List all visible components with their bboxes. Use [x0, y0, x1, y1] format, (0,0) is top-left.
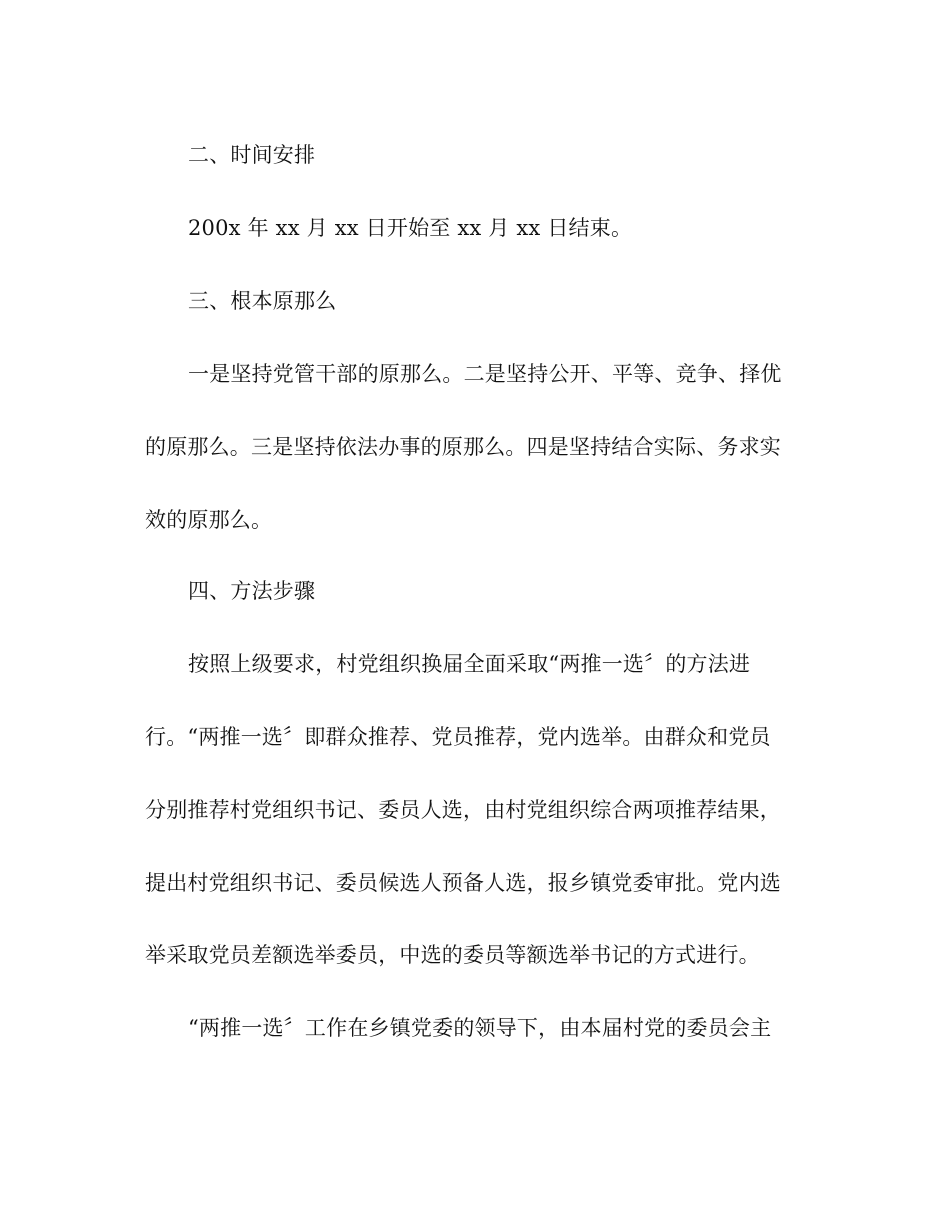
section-heading-schedule: 二、时间安排	[188, 143, 316, 167]
paragraph-line: 200x 年 xx 月 xx 日开始至 xx 月 xx 日结束。	[188, 216, 633, 240]
paragraph-line: 行。“两推一选〞即群众推荐、党员推荐，党内选举。由群众和党员	[145, 725, 771, 749]
paragraph-line: 举采取党员差额选举委员，中选的委员等额选举书记的方式进行。	[145, 943, 760, 967]
paragraph-line: 一是坚持党管干部的原那么。二是坚持公开、平等、竞争、择优	[188, 362, 782, 386]
paragraph-line: 提出村党组织书记、委员候选人预备人选，报乡镇党委审批。党内选	[145, 871, 781, 895]
section-heading-principles: 三、根本原那么	[188, 289, 337, 313]
paragraph-line: 分别推荐村党组织书记、委员人选，由村党组织综合两项推荐结果，	[145, 798, 781, 822]
paragraph-line: 的原那么。三是坚持依法办事的原那么。四是坚持结合实际、务求实	[145, 435, 781, 459]
paragraph-line: 效的原那么。	[145, 508, 273, 532]
paragraph-line: “两推一选〞工作在乡镇党委的领导下，由本届村党的委员会主	[188, 1016, 772, 1040]
paragraph-line: 按照上级要求，村党组织换届全面采取“两推一选〞的方法进	[188, 652, 751, 676]
section-heading-methods: 四、方法步骤	[188, 579, 316, 603]
